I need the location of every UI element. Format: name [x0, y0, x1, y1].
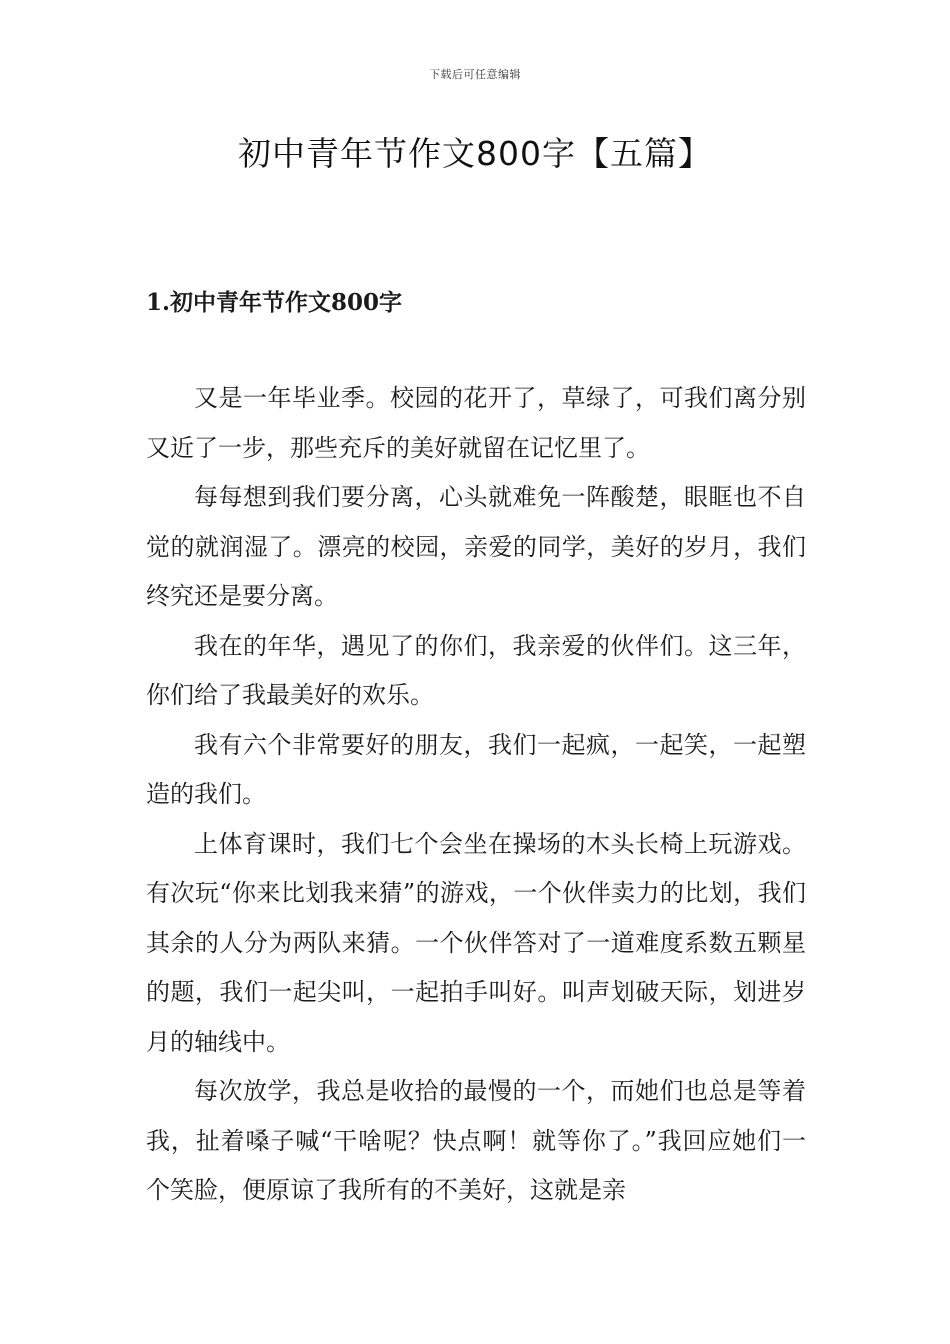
- paragraph: 我有六个非常要好的朋友，我们一起疯，一起笑，一起塑造的我们。: [146, 730, 806, 808]
- document-title: 初中青年节作文800字【五篇】: [238, 134, 712, 173]
- paragraph: 又是一年毕业季。校园的花开了，草绿了，可我们离分别又近了一步，那些充斥的美好就留在记忆里了。: [146, 384, 806, 462]
- paragraph: 上体育课时，我们七个会坐在操场的木头长椅上玩游戏。有次玩“你来比划我来猜”的游戏，一个伙伴卖力的比划，我们其余的人分为两队来猜。一个伙伴答对了一道难度系数五颗星的题，我们一起尖叫，一起拍手叫好。叫声划破天际，划进岁月的轴线中。: [146, 829, 806, 1056]
- header-note: 下载后可任意编辑: [429, 68, 521, 81]
- paragraph: 每次放学，我总是收拾的最慢的一个，而她们也总是等着我，扯着嗓子喊“干啥呢？快点啊！就等你了。”我回应她们一个笑脸，便原谅了我所有的不美好，这就是亲: [146, 1077, 806, 1204]
- section-heading: 1.初中青年节作文800字: [146, 289, 403, 316]
- paragraph: 每每想到我们要分离，心头就难免一阵酸楚，眼眶也不自觉的就润湿了。漂亮的校园，亲爱的同学，美好的岁月，我们终究还是要分离。: [146, 483, 806, 610]
- paragraph: 我在的年华，遇见了的你们，我亲爱的伙伴们。这三年，你们给了我最美好的欢乐。: [146, 631, 806, 709]
- document-body: [146, 374, 806, 1216]
